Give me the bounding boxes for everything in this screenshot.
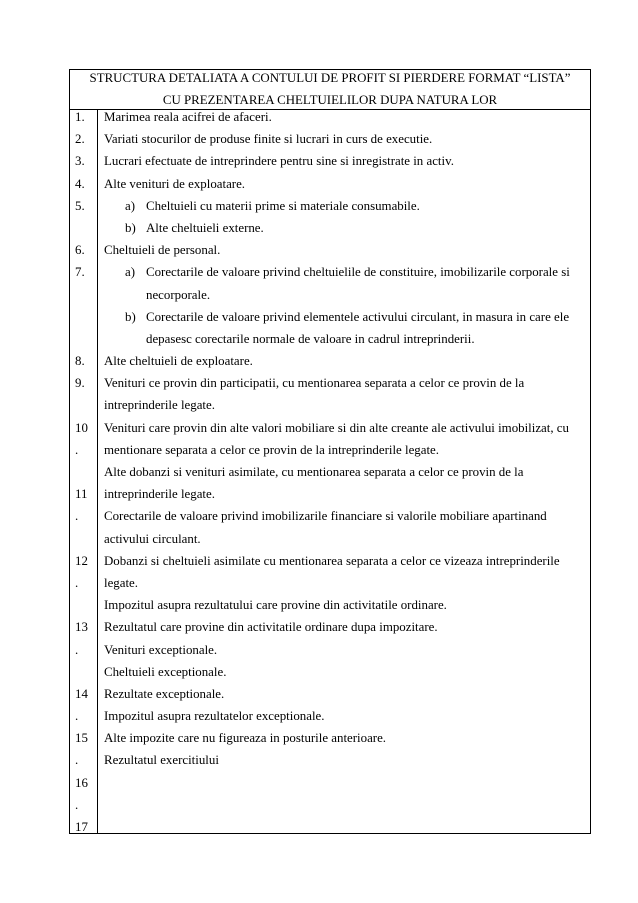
sub-item-marker: a)	[125, 198, 136, 213]
item-text: Alte impozite care nu figureaza in posturile anterioare.	[104, 731, 387, 746]
sub-item-line	[104, 195, 588, 217]
item-line	[104, 616, 588, 638]
item-line	[104, 572, 588, 594]
item-line	[104, 550, 588, 572]
row-number: 3.	[75, 154, 85, 169]
sub-item-line	[104, 261, 588, 283]
item-line	[104, 483, 588, 505]
row-number: 1.	[75, 110, 85, 124]
row-number-blank	[75, 661, 95, 683]
item-line	[104, 372, 588, 394]
row-number: 13	[75, 620, 88, 635]
column-divider	[97, 109, 98, 834]
row-number: 16	[75, 775, 88, 790]
item-line	[104, 417, 588, 439]
row-number: 8.	[75, 354, 85, 369]
row-number: .	[75, 753, 79, 768]
item-column	[104, 106, 588, 772]
item-line	[104, 727, 588, 749]
row-number-blank	[75, 306, 95, 328]
item-text: Alte venituri de exploatare.	[104, 176, 246, 191]
item-line	[104, 661, 588, 683]
item-line	[104, 150, 588, 172]
item-line	[104, 239, 588, 261]
item-text: necorporale.	[146, 287, 211, 302]
item-text: Cheltuieli cu materii prime si materiale consumabile.	[146, 198, 420, 213]
item-text: activului circulant.	[104, 531, 201, 546]
item-line	[104, 106, 588, 128]
sub-item-continuation	[104, 328, 588, 350]
row-number: .	[75, 442, 79, 457]
item-line	[104, 594, 588, 616]
item-line	[104, 683, 588, 705]
row-number: 4.	[75, 176, 85, 191]
item-text: Impozitul asupra rezultatelor exceptionale.	[104, 709, 325, 724]
item-text: Corectarile de valoare privind elementele activului circulant, in masura in care ele	[146, 309, 570, 324]
row-number: 7.	[75, 265, 85, 280]
item-line	[104, 128, 588, 150]
row-number-blank	[75, 217, 95, 239]
item-line	[104, 173, 588, 195]
item-text: Cheltuieli exceptionale.	[104, 664, 227, 679]
item-text: intreprinderile legate.	[104, 487, 215, 502]
item-line	[104, 705, 588, 727]
row-number: 5.	[75, 198, 85, 213]
sub-item-marker: b)	[125, 220, 136, 235]
item-text: Alte cheltuieli de exploatare.	[104, 354, 253, 369]
item-line	[104, 394, 588, 416]
item-text: Impozitul asupra rezultatului care provine din activitatile ordinare.	[104, 598, 447, 613]
row-number-blank	[75, 594, 95, 616]
row-number-blank	[75, 461, 95, 483]
item-line	[104, 505, 588, 527]
item-text: Variati stocurilor de produse finite si lucrari in curs de executie.	[104, 132, 433, 147]
row-number-blank	[75, 328, 95, 350]
item-text: Rezultatul care provine din activitatile ordinare dupa impozitare.	[104, 620, 438, 635]
row-number: .	[75, 575, 79, 590]
sub-item-line	[104, 306, 588, 328]
item-line	[104, 439, 588, 461]
item-text: Corectarile de valoare privind cheltuielile de constituire, imobilizarile corporale si	[146, 265, 570, 280]
row-number: 6.	[75, 243, 85, 258]
row-number: 17	[75, 820, 88, 834]
item-text: Lucrari efectuate de intreprindere pentru sine si inregistrate in activ.	[104, 154, 454, 169]
item-text: Rezultate exceptionale.	[104, 686, 225, 701]
sub-item-continuation	[104, 284, 588, 306]
row-number: 2.	[75, 132, 85, 147]
item-text: Alte dobanzi si venituri asimilate, cu mentionarea separata a celor ce provin de la	[104, 465, 524, 479]
header-line-2: CU PREZENTAREA CHELTUIELILOR DUPA NATURA LOR	[162, 93, 498, 107]
item-text: Venituri ce provin din participatii, cu mentionarea separata a celor ce provin de la	[104, 376, 525, 391]
row-number: 14	[75, 686, 88, 701]
item-text: Rezultatul exercitiului	[104, 753, 219, 768]
item-text: intreprinderile legate.	[104, 398, 215, 413]
item-text: Alte cheltuieli externe.	[146, 220, 264, 235]
sub-item-marker: b)	[125, 309, 136, 324]
item-text: Venituri exceptionale.	[104, 642, 218, 657]
row-number-blank	[75, 284, 95, 306]
header-line-1: STRUCTURA DETALIATA A CONTULUI DE PROFIT SI PIERDERE FORMAT “LISTA”	[89, 71, 571, 85]
row-number: 12	[75, 553, 88, 568]
item-line	[104, 749, 588, 771]
sub-item-line	[104, 217, 588, 239]
sub-item-marker: a)	[125, 265, 136, 280]
table-header	[69, 67, 591, 111]
row-number: .	[75, 509, 79, 524]
item-text: Cheltuieli de personal.	[104, 243, 221, 258]
item-text: Marimea reala acifrei de afaceri.	[104, 110, 272, 124]
row-number: 15	[75, 731, 88, 746]
item-text: mentionare separata a celor ce provin de la intreprinderile legate.	[104, 442, 439, 457]
row-number: 9.	[75, 376, 85, 391]
row-number: 10	[75, 420, 88, 435]
row-number: .	[75, 642, 79, 657]
item-text: Corectarile de valoare privind imobilizarile financiare si valorile mobiliare apartinand	[104, 509, 547, 524]
item-line	[104, 350, 588, 372]
item-line	[104, 639, 588, 661]
item-text: legate.	[104, 575, 138, 590]
row-number-blank	[75, 528, 95, 550]
row-number: .	[75, 797, 79, 812]
item-text: Dobanzi si cheltuieli asimilate cu mentionarea separata a celor ce vizeaza intreprinderile	[104, 553, 560, 568]
row-number-blank	[75, 394, 95, 416]
item-line	[104, 461, 588, 483]
item-text: depasesc corectarile normale de valoare in cadrul intreprinderii.	[146, 331, 475, 346]
item-text: Venituri care provin din alte valori mobiliare si din alte creante ale activului imobilizat, cu	[104, 420, 569, 435]
row-number: 11	[75, 487, 88, 502]
row-number: .	[75, 709, 79, 724]
item-line	[104, 528, 588, 550]
number-column	[75, 106, 95, 838]
